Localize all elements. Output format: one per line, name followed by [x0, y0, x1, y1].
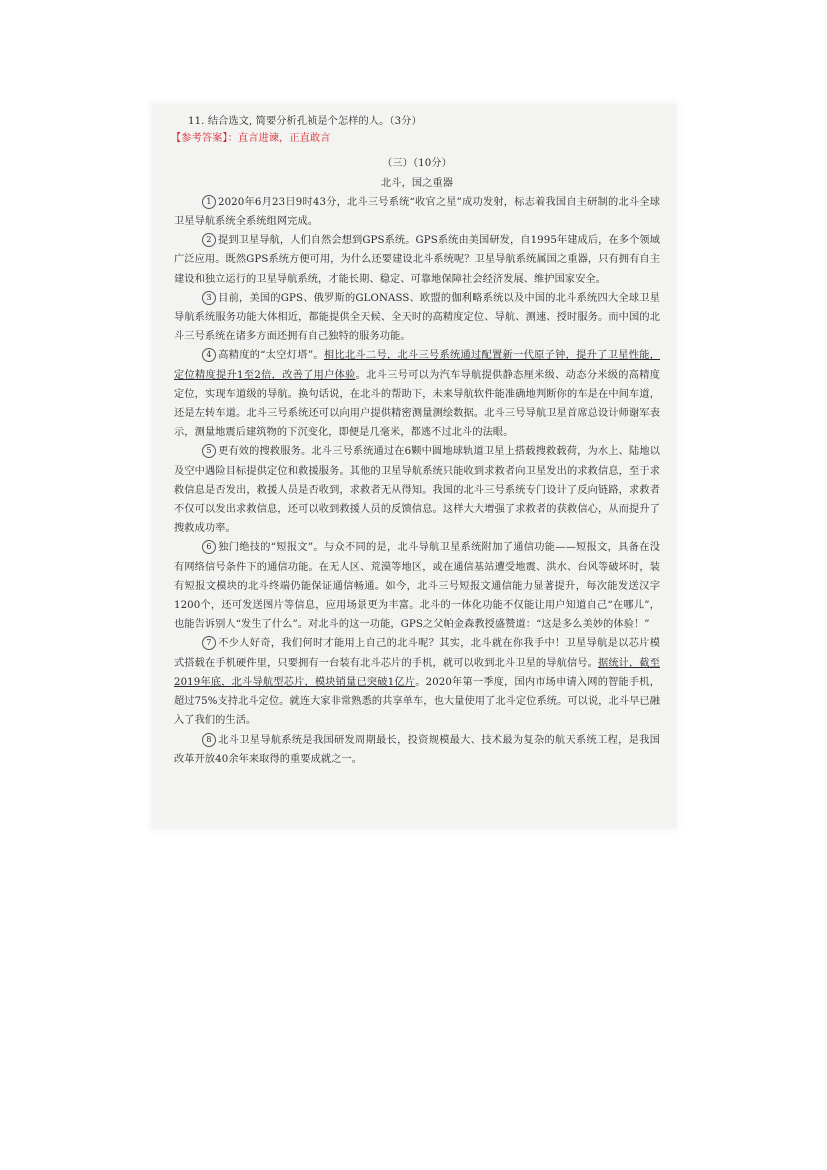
- paragraph-number: 1: [202, 195, 216, 209]
- paragraph-text: 。2020年第一季度，国内市场申请入网的智能手机，超过75%支持北斗定位。就连大家非常熟悉的共享单车，也大量使用了北斗定位系统。可以说，北斗早已融入了我们的生活。: [174, 676, 660, 727]
- paragraph: [174, 731, 660, 769]
- paragraph-number: 5: [202, 444, 216, 458]
- question-11: 11. 结合选文, 简要分析孔祯是个怎样的人。（3分）: [188, 116, 422, 127]
- paragraph-text: 2020年6月23日9时43分，北斗三号系统“收官之星”成功发射，标志着我国自主研制的北斗全球卫星导航系统全系统组网完成。: [174, 196, 660, 228]
- paragraph-text: 。北斗三号可以为汽车导航提供静态厘米级、动态分米级的高精度定位，实现车道级的导航。换句话说，在北斗的帮助下，未来导航软件能准确地判断你的车是在中间车道，还是左转车道。北斗三号系统还可以向用户提供精密测量测绘数据。北斗三号导航卫星首席总设计师谢军表示，测量地震后建筑物的下沉变化，即便是几毫米，都逃不过北斗的法眼。: [174, 369, 660, 439]
- paragraph: [174, 289, 660, 347]
- paragraph: [174, 634, 660, 730]
- paragraph-text: 独门绝技的“短报文”。与众不同的是，北斗导航卫星系统附加了通信功能——短报文，具备在没有网络信号条件下的通信功能。在无人区、荒漠等地区，或在通信基站遭受地震、洪水、台风等破坏时，装有短报文模块的北斗终端仍能保证通信畅通。如今，北斗三号短报文通信能力显著提升，每次能发送汉字1200个，还可发送图片等信息，应用场景更为丰富。北斗的一体化功能不仅能让用户知道自己“在哪儿”，也能告诉别人“发生了什么”。对北斗的这一功能，GPS之父帕金森教授盛赞道：“这是多么美妙的体验！”: [174, 542, 660, 631]
- document-content: [171, 112, 661, 769]
- underlined-text: 相比北斗二号，北斗三号系统通过配置新一代原子钟，提升了卫星性能，定位精度提升1至2倍，改善了用户体验: [174, 350, 661, 381]
- reference-answer: [171, 129, 660, 148]
- paragraph-text: 目前，美国的GPS、俄罗斯的GLONASS、欧盟的伽利略系统以及中国的北斗系统四大全球卫星导航系统服务功能大体相近，都能提供全天候、全天时的高精度定位、导航、测速、授时服务。而中国的北斗三号系统在诸多方面还拥有自己独特的服务功能。: [174, 292, 660, 343]
- paragraph-text: 不少人好奇，我们何时才能用上自己的北斗呢？其实，北斗就在你我手中！卫星导航是以芯片模式搭载在手机硬件里，只要拥有一台装有北斗芯片的手机，就可以收到北斗卫星的导航信号。: [174, 638, 660, 669]
- paragraph: [174, 231, 660, 289]
- underlined-text: 据统计，截至2019年底，北斗导航型芯片，模块销量已突破1亿片: [174, 657, 660, 688]
- paragraph: [174, 442, 660, 538]
- answer-label: 【参考答案】: [171, 133, 228, 145]
- paragraph-number: 7: [202, 636, 216, 650]
- paragraph-text: 提到卫星导航，人们自然会想到GPS系统。GPS系统由美国研发，自1995年建成后，在多个领域广泛应用。既然GPS系统方便可用，为什么还要建设北斗系统呢？卫星导航系统属国之重器，只有拥有自主建设和独立运行的卫星导航系统，才能长期、稳定、可靠地保障社会经济发展、维护国家安全。: [174, 235, 660, 285]
- paragraph-text: 更有效的搜救服务。北斗三号系统通过在6颗中圆地球轨道卫星上搭载搜救载荷，为水上、陆地以及空中遇险目标提供定位和救援服务。其他的卫星导航系统只能收到求救者向卫星发出的求救信息，至于求救信息是否发出，救援人员是否收到，求救者无从得知。我国的北斗三号系统专门设计了反向链路，求救者不仅可以发出求救信息，还可以收到救援人员的反馈信息。这样大大增强了求救者的获救信心，从而提升了搜救成功率。: [174, 446, 660, 535]
- paragraph-number: 4: [202, 348, 216, 362]
- answer-text: ：直言进谏，正直敢言: [227, 133, 331, 145]
- paragraph-text: 高精度的“太空灯塔”。: [218, 350, 324, 362]
- paragraph-text: 北斗卫星导航系统是我国研发周期最长，投资规模最大、技术最为复杂的航天系统工程，是我国改革开放40余年来取得的重要成就之一。: [174, 734, 660, 765]
- article-title: 北斗，国之重器: [380, 177, 453, 189]
- paragraph-number: 6: [202, 540, 216, 554]
- section-heading: （三）（10分）: [382, 158, 452, 170]
- paragraph: [174, 346, 660, 442]
- paragraph-number: 3: [202, 291, 216, 305]
- paragraph-number: 2: [202, 233, 216, 247]
- article-body: [174, 193, 660, 769]
- paragraph: [174, 193, 660, 231]
- paragraph-number: 8: [202, 733, 216, 747]
- paragraph: [174, 538, 660, 634]
